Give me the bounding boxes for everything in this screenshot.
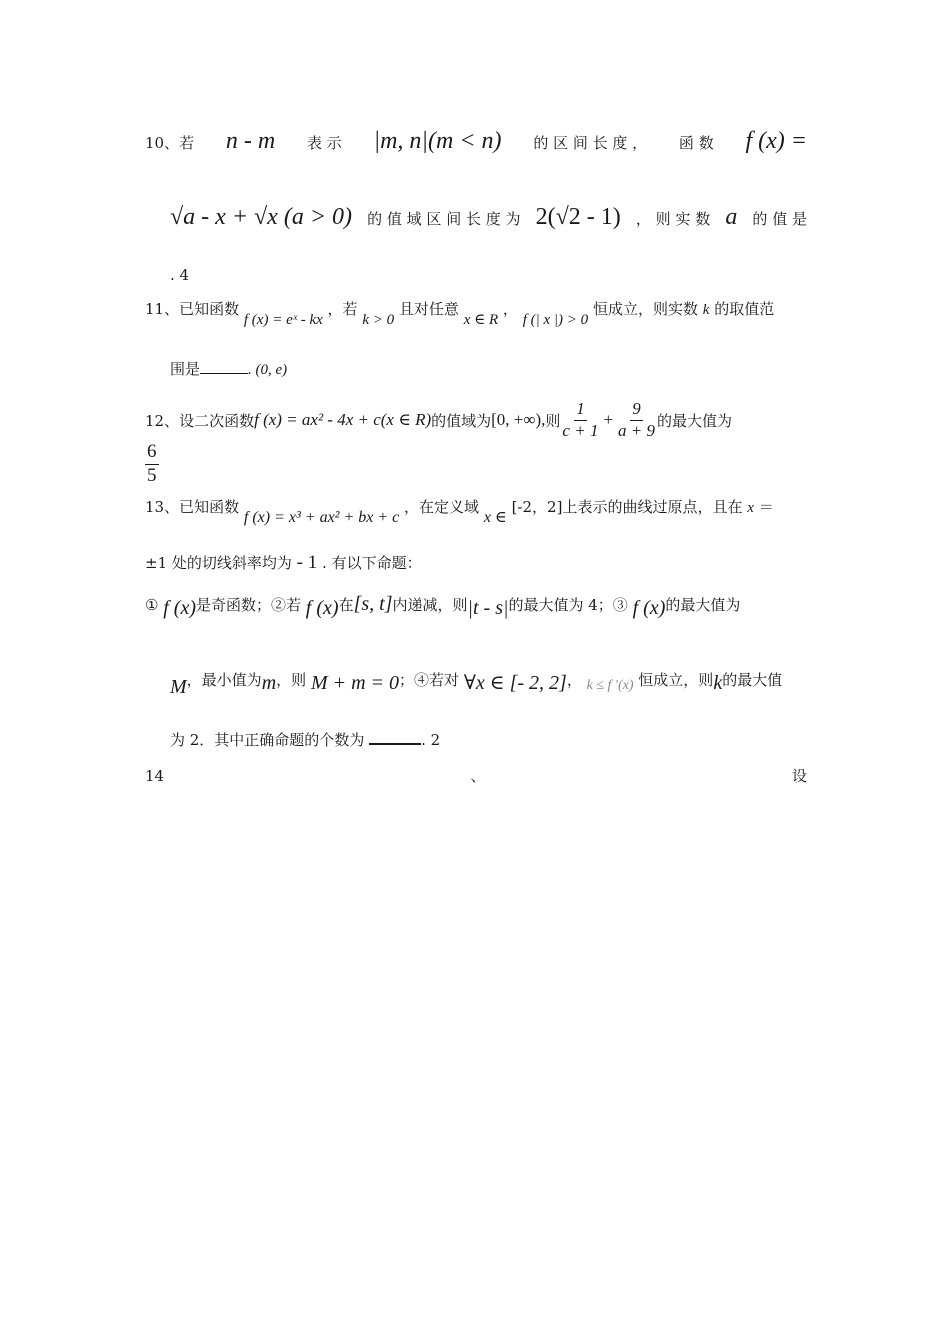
q13-line4 (170, 666, 807, 698)
q10-number: 10、若 (145, 134, 195, 152)
q11-line1 (145, 298, 807, 328)
q10-expr-a: a (725, 204, 738, 230)
q11-words-1: ，若 (327, 300, 358, 318)
q13-line3-f: 的最大值为 (665, 596, 741, 614)
q13-line3-f1: f (x) (163, 597, 196, 619)
q10-words-2: 的 值 域 区 间 长 度 为 (367, 210, 521, 228)
q13-line4-ineq: k ≤ f ′(x) (586, 678, 634, 693)
q14-line1 (145, 765, 807, 786)
q10-expr-len: 2(√2 - 1) (535, 204, 621, 230)
q13-words-1: ，在定义域 (404, 498, 480, 516)
q13-line3-b: 是奇函数；②若 (196, 596, 302, 614)
q12-frac2-num: 9 (630, 400, 643, 421)
q10-word-hanshu: 函 数 (678, 134, 714, 152)
q12-expr-range: [0, +∞), (491, 410, 546, 429)
q10-expr-fx: f (x) = (745, 128, 807, 154)
q10-expr-interval: |m, n|(m < n) (373, 128, 502, 154)
q13-line4-M: M (170, 676, 187, 698)
q13-line3-e: 的最大值为 4；③ (508, 596, 628, 614)
q12-words-3: 的最大值为 (657, 411, 733, 430)
q12-frac-2 (616, 400, 657, 440)
q12-words-2: 则 (545, 411, 561, 430)
q11-words-2: 且对任意 (398, 300, 459, 318)
q13-line5-a: 为 2．其中正确命题的个数为 (170, 731, 365, 749)
q11-expr-abs: f (| x |) > 0 (522, 312, 589, 328)
q13-line4-m: m (261, 672, 277, 694)
q10-word-biaoshi: 表 示 (306, 134, 342, 152)
q13-line3-f3: f (x) (632, 597, 666, 619)
q13-expr-x: x ∈ (483, 509, 507, 526)
q12-frac1-num: 1 (574, 400, 587, 421)
q12-frac-1 (560, 400, 600, 440)
q11-words-5: 的取值范 (714, 300, 775, 318)
q13-line4-c: ；④若对 (399, 671, 460, 689)
q11-answer-blank (200, 359, 248, 374)
q12-ans-den: 5 (147, 464, 157, 486)
q11-expr-k2: k (702, 302, 710, 318)
q13-line4-k: k (713, 672, 723, 694)
q13-line4-a: ，最小值为 (186, 671, 262, 689)
q13-number: 13、已知函数 (145, 498, 240, 516)
q11-words-4: 恒成立，则实数 (592, 300, 698, 318)
q13-line4-eq: M + m = 0 (310, 672, 400, 694)
q13-line3 (145, 593, 807, 619)
q11-expr-f: f (x) = eˣ - kx (243, 312, 323, 328)
q10-expr-n-m: n - m (225, 128, 276, 154)
q13-line3-c: 在 (338, 596, 354, 614)
q13-line4-forall: ∀x ∈ [- 2, 2] (463, 672, 567, 694)
q13-line1 (145, 496, 807, 526)
q12-answer (145, 442, 807, 487)
q13-line4-d: ， (566, 671, 582, 689)
q11-number: 11、已知函数 (145, 300, 240, 318)
q13-line3-st: [s, t] (353, 593, 393, 615)
q10-line1 (145, 128, 807, 155)
q13-expr-x2: x (747, 500, 754, 516)
q13-expr-f: f (x) = x³ + ax² + bx + c (243, 509, 400, 526)
q10-words-4: 的 值 是 (752, 210, 807, 228)
q11-expr-k: k > 0 (362, 312, 395, 328)
q12-answer-frac (145, 442, 159, 487)
q12-line1 (145, 396, 807, 444)
q12-plus: + (603, 410, 614, 429)
q12-frac1-den: c + 1 (562, 420, 599, 440)
q11-expr-x: x ∈ R (463, 312, 499, 328)
q10-expr-root: √a - x + √x (a > 0) (170, 204, 353, 230)
q13-words-3: ＝ (758, 498, 774, 516)
q10-answer: . 4 (170, 266, 190, 284)
q13-line4-e: 恒成立，则 (638, 671, 714, 689)
q12-frac2-den: a + 9 (618, 420, 656, 440)
q13-line5 (170, 729, 807, 750)
q12-expr-f: f (x) = ax² - 4x + c(x ∈ R) (254, 410, 432, 429)
q13-line2-a: ±1 处的切线斜率均为 (145, 554, 292, 572)
q13-line2-slope: - 1 (296, 552, 318, 573)
q10-line2 (170, 204, 807, 231)
q13-line3-a: ① (145, 596, 159, 614)
q14-sep: 、 (470, 767, 486, 785)
q13-line2 (145, 552, 807, 574)
q11-answer: . (0, e) (248, 362, 288, 378)
q10-words-3: ， 则 实 数 (635, 210, 711, 228)
q11-line2-text: 围是 (170, 360, 201, 378)
q13-line4-f: 的最大值 (722, 671, 783, 689)
q12-ans-num: 6 (145, 442, 159, 465)
q12-words-1: 的值域为 (431, 411, 492, 430)
q13-line4-b: ，则 (276, 671, 307, 689)
q13-line3-ts: |t - s| (467, 597, 509, 619)
q13-answer: . 2 (421, 731, 441, 749)
q13-answer-blank (369, 729, 421, 745)
q11-words-3: ， (502, 300, 518, 318)
q11-line2 (170, 358, 807, 379)
q12-number: 12、设二次函数 (145, 411, 255, 430)
q10-words-1: 的 区 间 长 度 ， (533, 134, 648, 152)
q14-number: 14 (145, 767, 165, 785)
q13-words-2: [-2，2]上表示的曲线过原点，且在 (511, 498, 743, 516)
q14-word: 设 (791, 767, 807, 785)
q13-line3-d: 内递减，则 (392, 596, 468, 614)
q13-line2-b: . 有以下命题： (322, 554, 422, 572)
q13-line3-f2: f (x) (305, 597, 339, 619)
